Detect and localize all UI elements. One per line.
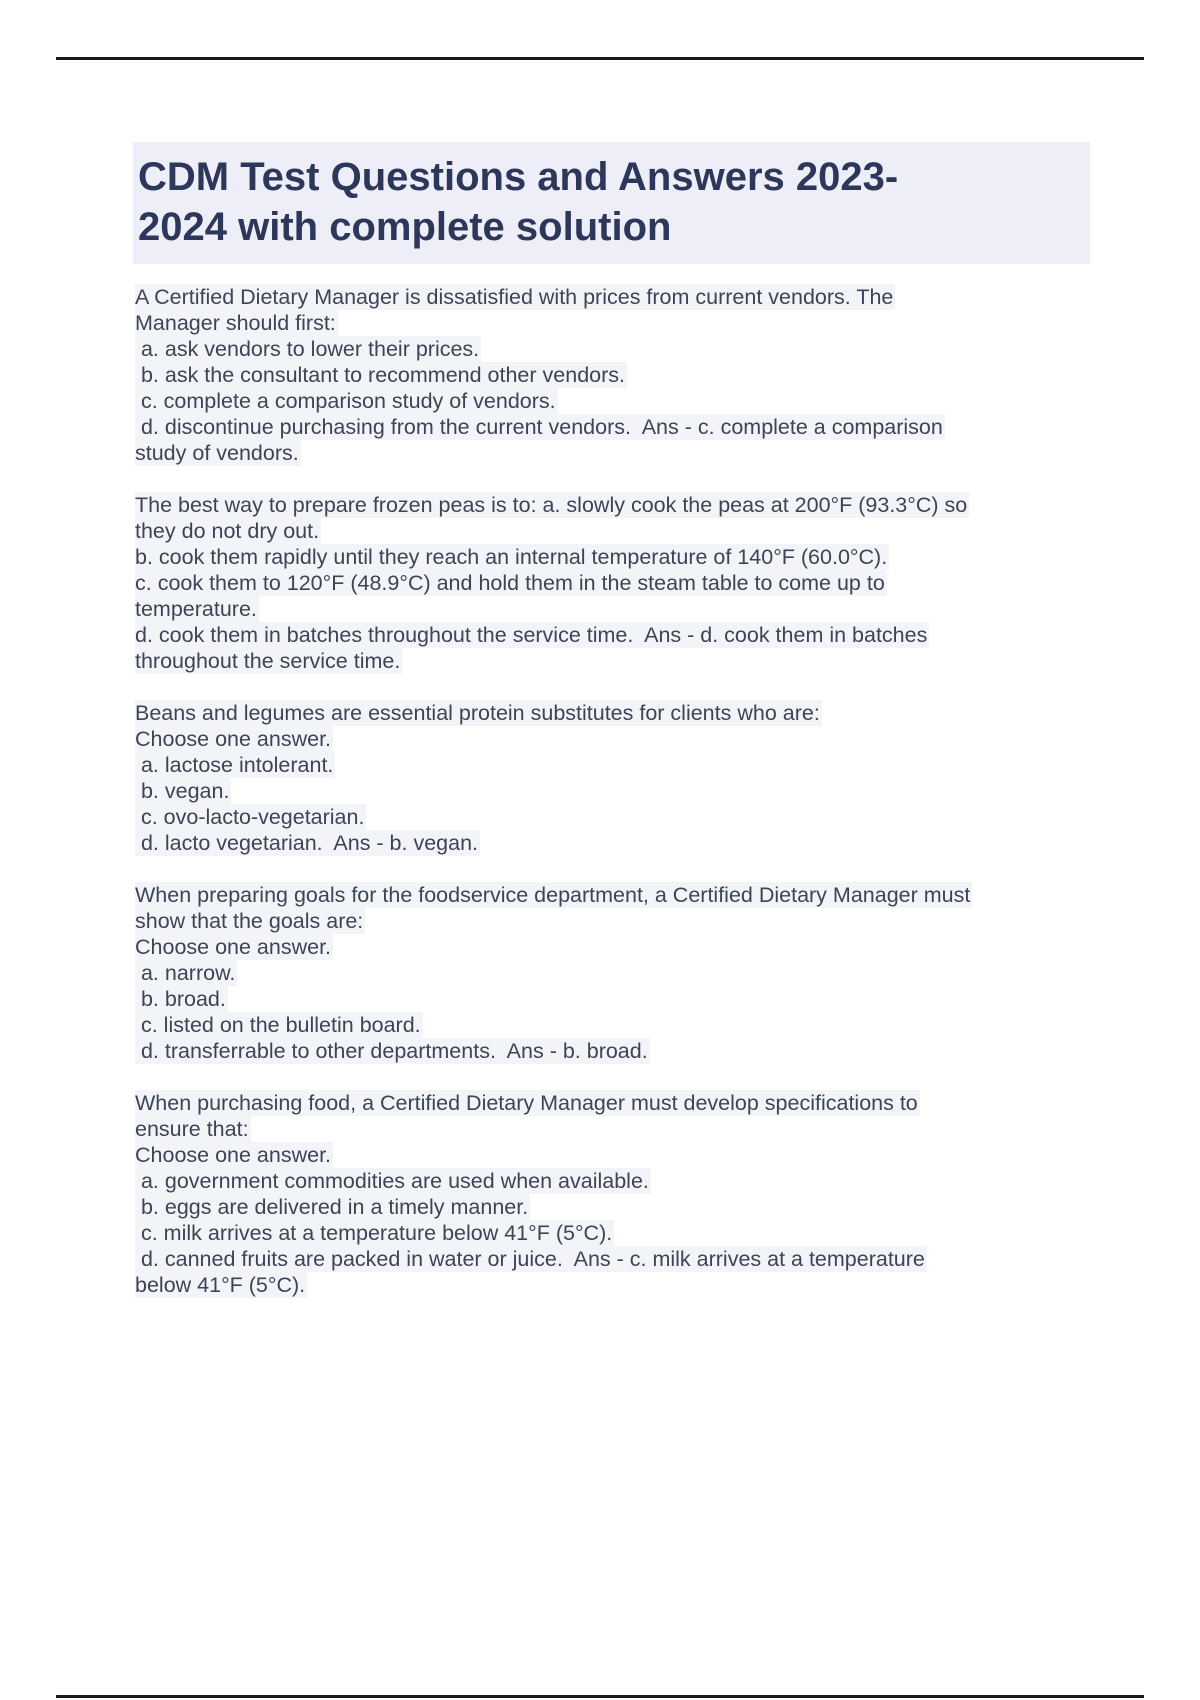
text-line (135, 440, 1135, 466)
text-line (135, 1116, 1135, 1142)
text-line-highlight: When preparing goals for the foodservice department, a Certified Dietary Manager must (135, 883, 971, 907)
text-line (135, 414, 1135, 440)
text-line-highlight: c. listed on the bulletin board. (135, 1013, 421, 1037)
text-line (135, 1142, 1135, 1168)
text-line-highlight: A Certified Dietary Manager is dissatisfied with prices from current vendors. The (135, 285, 894, 309)
text-line-highlight: Beans and legumes are essential protein substitutes for clients who are: (135, 701, 820, 725)
text-line (135, 1272, 1135, 1298)
text-line-highlight: they do not dry out. (135, 519, 320, 543)
question-block (135, 284, 1135, 466)
text-line (135, 570, 1135, 596)
question-block (135, 700, 1135, 856)
text-line-highlight: Choose one answer. (135, 727, 332, 751)
question-blocks (135, 284, 1135, 1324)
text-line-highlight: b. broad. (135, 987, 226, 1011)
question-block (135, 882, 1135, 1064)
text-line-highlight: d. discontinue purchasing from the current vendors. Ans - c. complete a comparison (135, 415, 943, 439)
text-line (135, 804, 1135, 830)
text-line-highlight: d. cook them in batches throughout the service time. Ans - d. cook them in batches (135, 623, 928, 647)
text-line (135, 622, 1135, 648)
text-line (135, 934, 1135, 960)
text-line-highlight: b. cook them rapidly until they reach an internal temperature of 140°F (60.0°C). (135, 545, 888, 569)
text-line (135, 336, 1135, 362)
text-line (135, 1090, 1135, 1116)
text-line (135, 492, 1135, 518)
text-line-highlight: temperature. (135, 597, 257, 621)
text-line-highlight: show that the goals are: (135, 909, 364, 933)
text-line (135, 986, 1135, 1012)
text-line (135, 518, 1135, 544)
text-line (135, 1220, 1135, 1246)
title-block (133, 142, 1090, 264)
text-line-highlight: a. narrow. (135, 961, 236, 985)
page-title-line-1: CDM Test Questions and Answers 2023- (138, 155, 899, 199)
text-line-highlight: Manager should first: (135, 311, 336, 335)
top-divider (56, 57, 1144, 60)
text-line-highlight: c. cook them to 120°F (48.9°C) and hold them in the steam table to come up to (135, 571, 885, 595)
text-line (135, 726, 1135, 752)
question-block (135, 1090, 1135, 1298)
text-line (135, 310, 1135, 336)
text-line (135, 362, 1135, 388)
text-line (135, 1038, 1135, 1064)
text-line-highlight: b. vegan. (135, 779, 230, 803)
text-line (135, 1194, 1135, 1220)
text-line-highlight: Choose one answer. (135, 1143, 332, 1167)
text-line (135, 778, 1135, 804)
text-line-highlight: a. government commodities are used when available. (135, 1169, 649, 1193)
text-line-highlight: b. ask the consultant to recommend other vendors. (135, 363, 625, 387)
text-line (135, 388, 1135, 414)
text-line (135, 960, 1135, 986)
text-line (135, 284, 1135, 310)
text-line-highlight: When purchasing food, a Certified Dietary Manager must develop specifications to (135, 1091, 918, 1115)
bottom-divider (56, 1695, 1144, 1698)
text-line-highlight: throughout the service time. (135, 649, 401, 673)
text-line-highlight: c. complete a comparison study of vendors. (135, 389, 556, 413)
text-line-highlight: a. lactose intolerant. (135, 753, 334, 777)
text-line-highlight: d. lacto vegetarian. Ans - b. vegan. (135, 831, 479, 855)
text-line (135, 1246, 1135, 1272)
text-line (135, 1012, 1135, 1038)
text-line (135, 830, 1135, 856)
text-line-highlight: below 41°F (5°C). (135, 1273, 306, 1297)
text-line-highlight: study of vendors. (135, 441, 299, 465)
text-line (135, 596, 1135, 622)
text-line (135, 882, 1135, 908)
text-line-highlight: c. milk arrives at a temperature below 41°F (5°C). (135, 1221, 613, 1245)
text-line-highlight: Choose one answer. (135, 935, 332, 959)
text-line-highlight: c. ovo-lacto-vegetarian. (135, 805, 365, 829)
text-line (135, 648, 1135, 674)
question-block (135, 492, 1135, 674)
text-line-highlight: b. eggs are delivered in a timely manner. (135, 1195, 529, 1219)
text-line-highlight: The best way to prepare frozen peas is to: a. slowly cook the peas at 200°F (93.3°C) so (135, 493, 968, 517)
text-line-highlight: a. ask vendors to lower their prices. (135, 337, 480, 361)
text-line (135, 1168, 1135, 1194)
text-line (135, 700, 1135, 726)
page-title-line-2: 2024 with complete solution (138, 205, 672, 249)
text-line (135, 544, 1135, 570)
text-line (135, 752, 1135, 778)
text-line-highlight: d. canned fruits are packed in water or juice. Ans - c. milk arrives at a temperature (135, 1247, 925, 1271)
text-line (135, 908, 1135, 934)
text-line-highlight: d. transferrable to other departments. Ans - b. broad. (135, 1039, 648, 1063)
text-line-highlight: ensure that: (135, 1117, 249, 1141)
